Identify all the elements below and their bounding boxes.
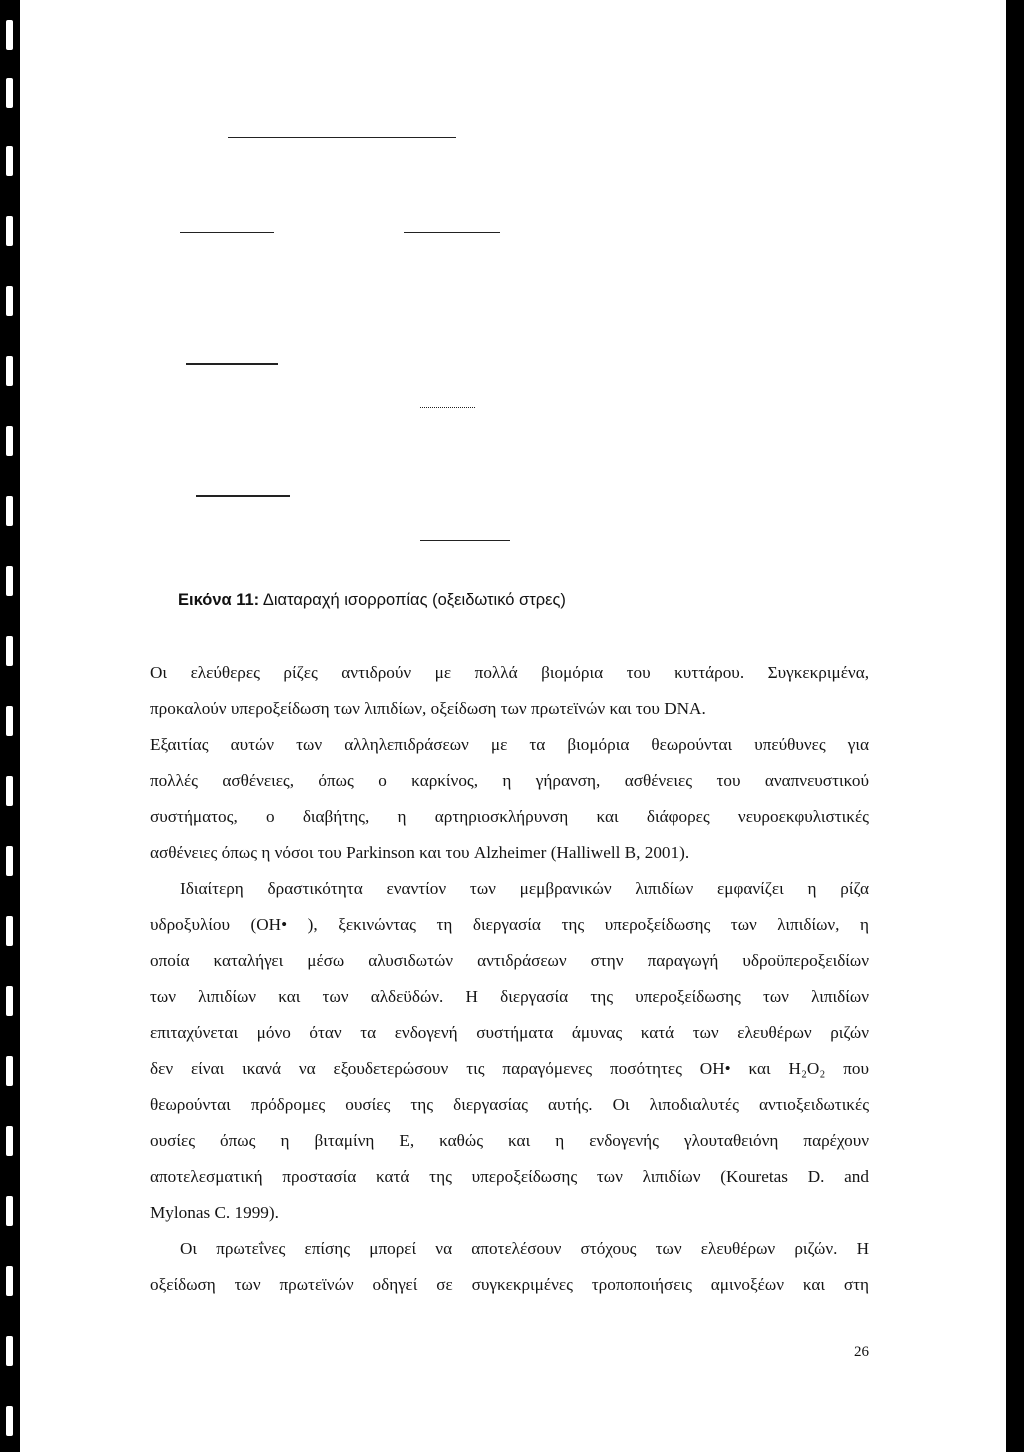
figure-line [228, 137, 456, 138]
text-line: Mylonas C. 1999). [150, 1203, 279, 1222]
text-line: επιταχύνεται μόνο όταν τα ενδογενή συστήματα άμυνας κατά των ελευθέρων ριζών [150, 1023, 869, 1042]
text-line: οποία καταλήγει μέσω αλυσιδωτών αντιδράσεων στην παραγωγή υδροϋπεροξειδίων [150, 951, 869, 970]
figure-title: Διαταραχή ισορροπίας (οξειδωτικό στρες) [259, 591, 566, 609]
figure-line [420, 540, 510, 541]
right-scan-border [1006, 0, 1024, 1452]
text-line: Οι πρωτεΐνες επίσης μπορεί να αποτελέσουν στόχους των ελευθέρων ριζών. Η [180, 1239, 869, 1258]
text-line: δεν είναι ικανά να εξουδετερώσουν τις παραγόμενες ποσότητες OH• και H₂O₂ που [150, 1059, 869, 1078]
figure-line [404, 232, 500, 233]
text-line: θεωρούνται πρόδρομες ουσίες της διεργασίας αυτής. Οι λιποδιαλυτές αντιοξειδωτικές [150, 1095, 869, 1114]
text-line: συστήματος, ο διαβήτης, η αρτηριοσκλήρυνση και διάφορες νευροεκφυλιστικές [150, 807, 869, 826]
text-line: ουσίες όπως η βιταμίνη Ε, καθώς και η ενδογενής γλουταθειόνη παρέχουν [150, 1131, 869, 1150]
figure-line [186, 363, 278, 365]
text-line: Εξαιτίας αυτών των αλληλεπιδράσεων με τα βιομόρια θεωρούνται υπεύθυνες για [150, 735, 869, 754]
text-line: Οι ελεύθερες ρίζες αντιδρούν με πολλά βιομόρια του κυττάρου. Συγκεκριμένα, [150, 663, 869, 682]
text-line: υδροξυλίου (OH• ), ξεκινώντας τη διεργασία της υπεροξείδωσης των λιπιδίων, η [150, 915, 869, 934]
text-line: προκαλούν υπεροξείδωση των λιπιδίων, οξείδωση των πρωτεϊνών και του DNA. [150, 699, 706, 718]
figure-line [196, 495, 290, 497]
text-line: Ιδιαίτερη δραστικότητα εναντίον των μεμβρανικών λιπιδίων εμφανίζει η ρίζα [180, 879, 869, 898]
figure-line [180, 232, 274, 233]
page-number: 26 [854, 1344, 869, 1360]
text-line: οξείδωση των πρωτεϊνών οδηγεί σε συγκεκριμένες τροποποιήσεις αμινοξέων και στη [150, 1275, 869, 1294]
text-line: των λιπιδίων και των αλδεϋδών. Η διεργασία της υπεροξείδωσης των λιπιδίων [150, 987, 869, 1006]
text-line: αποτελεσματική προστασία κατά της υπεροξείδωσης των λιπιδίων (Kouretas D. and [150, 1167, 869, 1186]
figure-label: Εικόνα 11: [178, 591, 260, 609]
figure-caption [178, 591, 566, 610]
text-line: ασθένειες όπως η νόσοι του Parkinson και του Alzheimer (Halliwell B, 2001). [150, 843, 690, 862]
figure-line [420, 407, 475, 408]
text-line: πολλές ασθένειες, όπως ο καρκίνος, η γήρανση, ασθένειες του αναπνευστικού [150, 771, 869, 790]
left-scan-border [0, 0, 20, 1452]
